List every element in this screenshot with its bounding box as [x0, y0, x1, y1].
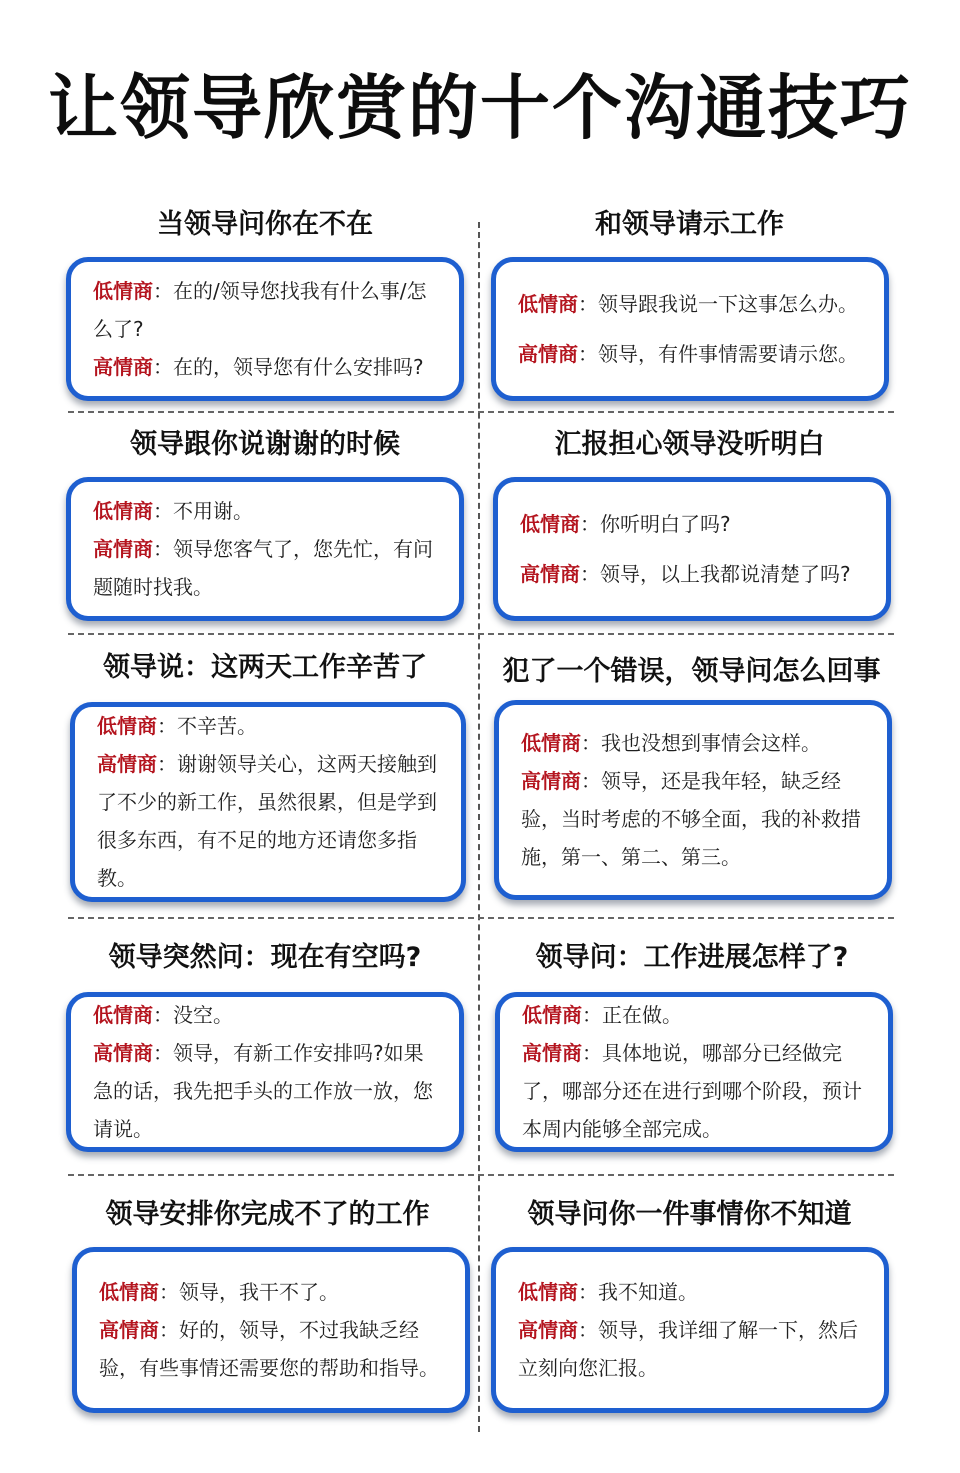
- tip-card: [60, 938, 470, 1158]
- high-eq-answer: 谢谢领导关心，这两天接触到了不少的新工作，虽然很累，但是学到很多东西，有不足的地方还请您多指教。: [97, 752, 437, 890]
- colon: ：: [580, 562, 600, 586]
- tip-card: [487, 938, 897, 1158]
- row-divider: [68, 1174, 894, 1176]
- high-eq-line: [522, 1034, 872, 1148]
- low-eq-answer: 领导，我干不了。: [179, 1280, 339, 1304]
- high-eq-line: [518, 1311, 868, 1387]
- high-eq-answer: 领导，我详细了解一下，然后立刻向您汇报。: [518, 1318, 858, 1380]
- colon: ：: [153, 355, 173, 379]
- high-eq-label: 高情商: [520, 562, 580, 586]
- colon: ：: [581, 769, 601, 793]
- colon: ：: [159, 1318, 179, 1342]
- colon: ：: [578, 1318, 598, 1342]
- tip-card: [60, 205, 470, 405]
- high-eq-label: 高情商: [93, 1041, 153, 1065]
- colon: ：: [581, 731, 601, 755]
- tip-box: [494, 700, 892, 900]
- high-eq-label: 高情商: [521, 769, 581, 793]
- high-eq-line: [93, 1034, 443, 1148]
- low-eq-label: 低情商: [522, 1003, 582, 1027]
- tip-card: [487, 425, 892, 625]
- high-eq-line: [93, 530, 443, 606]
- high-eq-label: 高情商: [518, 1318, 578, 1342]
- high-eq-line: [93, 348, 443, 386]
- colon: ：: [582, 1003, 602, 1027]
- low-eq-label: 低情商: [93, 1003, 153, 1027]
- colon: ：: [153, 499, 173, 523]
- low-eq-line: [97, 707, 445, 745]
- colon: ：: [153, 1041, 173, 1065]
- low-eq-label: 低情商: [521, 731, 581, 755]
- page-title: 让领导欣赏的十个沟通技巧: [48, 67, 912, 149]
- tip-heading: 当领导问你在不在: [157, 209, 373, 240]
- tip-box: [493, 477, 891, 621]
- colon: ：: [578, 292, 598, 316]
- high-eq-answer: 好的，领导，不过我缺乏经验，有些事情还需要您的帮助和指导。: [99, 1318, 439, 1380]
- tip-heading: 和领导请示工作: [595, 209, 784, 240]
- tip-heading: 领导问：工作进展怎样了?: [535, 942, 849, 973]
- low-eq-line: [93, 996, 443, 1034]
- high-eq-label: 高情商: [93, 537, 153, 561]
- high-eq-answer: 领导，以上我都说清楚了吗?: [600, 562, 851, 586]
- colon: ：: [153, 537, 173, 561]
- tip-box: [66, 257, 464, 401]
- tip-card: [484, 652, 899, 914]
- tip-box: [66, 992, 464, 1152]
- tip-heading: 领导突然问：现在有空吗?: [108, 942, 422, 973]
- high-eq-answer: 领导您客气了，您先忙，有问题随时找我。: [93, 537, 433, 599]
- low-eq-label: 低情商: [99, 1280, 159, 1304]
- low-eq-answer: 在的/领导您找我有什么事/怎么了?: [93, 279, 427, 341]
- high-eq-label: 高情商: [518, 342, 578, 366]
- tip-heading: 领导安排你完成不了的工作: [105, 1199, 430, 1230]
- high-eq-line: [518, 329, 868, 379]
- row-divider: [68, 633, 894, 635]
- tip-heading: 犯了一个错误，领导问怎么回事: [502, 656, 881, 687]
- low-eq-answer: 领导跟我说一下这事怎么办。: [598, 292, 858, 316]
- tip-box: [70, 702, 466, 902]
- low-eq-answer: 我不知道。: [598, 1280, 698, 1304]
- low-eq-label: 低情商: [518, 292, 578, 316]
- tip-card: [60, 1195, 475, 1420]
- row-divider: [68, 411, 894, 413]
- low-eq-answer: 我也没想到事情会这样。: [601, 731, 821, 755]
- low-eq-line: [518, 279, 868, 329]
- tip-heading: 汇报担心领导没听明白: [554, 429, 825, 460]
- colon: ：: [580, 512, 600, 536]
- low-eq-line: [521, 724, 871, 762]
- low-eq-line: [99, 1273, 449, 1311]
- low-eq-line: [93, 272, 443, 348]
- colon: ：: [153, 279, 173, 303]
- high-eq-answer: 领导，有新工作安排吗?如果急的话，我先把手头的工作放一放，您请说。: [93, 1041, 433, 1141]
- low-eq-answer: 没空。: [173, 1003, 233, 1027]
- low-eq-label: 低情商: [97, 714, 157, 738]
- low-eq-answer: 正在做。: [602, 1003, 682, 1027]
- low-eq-label: 低情商: [518, 1280, 578, 1304]
- tip-card: [60, 425, 470, 625]
- high-eq-line: [520, 549, 870, 599]
- low-eq-label: 低情商: [520, 512, 580, 536]
- high-eq-line: [99, 1311, 449, 1387]
- low-eq-line: [518, 1273, 868, 1311]
- low-eq-line: [520, 499, 870, 549]
- tip-heading: 领导问你一件事情你不知道: [527, 1199, 852, 1230]
- tip-heading: 领导说：这两天工作辛苦了: [103, 652, 427, 683]
- tip-card: [487, 1195, 892, 1420]
- colon: ：: [157, 714, 177, 738]
- low-eq-answer: 不辛苦。: [177, 714, 257, 738]
- high-eq-answer: 领导，有件事情需要请示您。: [598, 342, 858, 366]
- high-eq-answer: 在的，领导您有什么安排吗?: [173, 355, 424, 379]
- row-divider: [68, 917, 894, 919]
- column-divider: [478, 222, 480, 1432]
- low-eq-label: 低情商: [93, 499, 153, 523]
- colon: ：: [157, 752, 177, 776]
- high-eq-line: [521, 762, 871, 876]
- tip-box: [495, 992, 893, 1152]
- colon: ：: [578, 1280, 598, 1304]
- colon: ：: [578, 342, 598, 366]
- tip-box: [491, 1247, 889, 1413]
- colon: ：: [153, 1003, 173, 1027]
- tip-box: [491, 257, 889, 401]
- high-eq-answer: 领导，还是我年轻，缺乏经验，当时考虑的不够全面，我的补救措施，第一、第二、第三。: [521, 769, 861, 869]
- tip-box: [66, 477, 464, 621]
- high-eq-answer: 具体地说，哪部分已经做完了，哪部分还在进行到哪个阶段，预计本周内能够全部完成。: [522, 1041, 862, 1141]
- low-eq-label: 低情商: [93, 279, 153, 303]
- low-eq-line: [93, 492, 443, 530]
- colon: ：: [582, 1041, 602, 1065]
- high-eq-label: 高情商: [522, 1041, 582, 1065]
- colon: ：: [159, 1280, 179, 1304]
- high-eq-line: [97, 745, 445, 897]
- high-eq-label: 高情商: [97, 752, 157, 776]
- tip-box: [72, 1247, 470, 1413]
- high-eq-label: 高情商: [99, 1318, 159, 1342]
- low-eq-answer: 不用谢。: [173, 499, 253, 523]
- low-eq-line: [522, 996, 872, 1034]
- tip-heading: 领导跟你说谢谢的时候: [130, 429, 400, 460]
- low-eq-answer: 你听明白了吗?: [600, 512, 731, 536]
- tip-card: [60, 648, 470, 910]
- tip-card: [487, 205, 892, 405]
- high-eq-label: 高情商: [93, 355, 153, 379]
